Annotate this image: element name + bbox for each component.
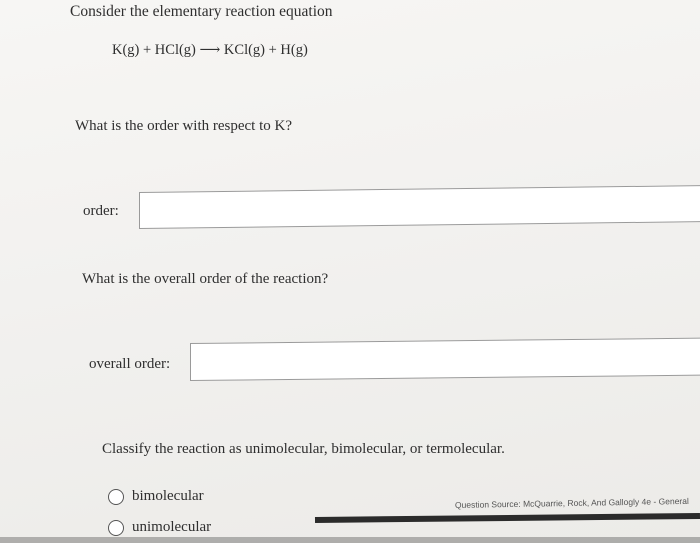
overall-order-question: What is the overall order of the reaction? (82, 271, 329, 287)
option-bimolecular[interactable] (108, 488, 204, 505)
classify-question: Classify the reaction as unimolecular, bimolecular, or termolecular. (102, 441, 505, 457)
order-k-question: What is the order with respect to K? (75, 118, 293, 134)
option-unimolecular[interactable] (108, 519, 211, 536)
question-source-text: Question Source: McQuarrie, Rock, And Gallogly 4e - General (454, 495, 689, 510)
option-label: unimolecular (132, 519, 212, 535)
overall-order-input[interactable] (190, 338, 700, 381)
reaction-intro-text: Consider the elementary reaction equation (70, 3, 333, 20)
source-divider (315, 513, 700, 523)
reaction-equation: K(g) + HCl(g) ⟶ KCl(g) + H(g) (112, 42, 308, 58)
option-label: bimolecular (132, 488, 204, 504)
overall-order-field-label: overall order: (89, 356, 171, 372)
order-field-label: order: (83, 203, 119, 219)
radio-button[interactable] (108, 489, 124, 505)
order-input[interactable] (139, 185, 700, 229)
radio-button[interactable] (108, 520, 124, 536)
screen-bottom-edge (0, 537, 700, 543)
